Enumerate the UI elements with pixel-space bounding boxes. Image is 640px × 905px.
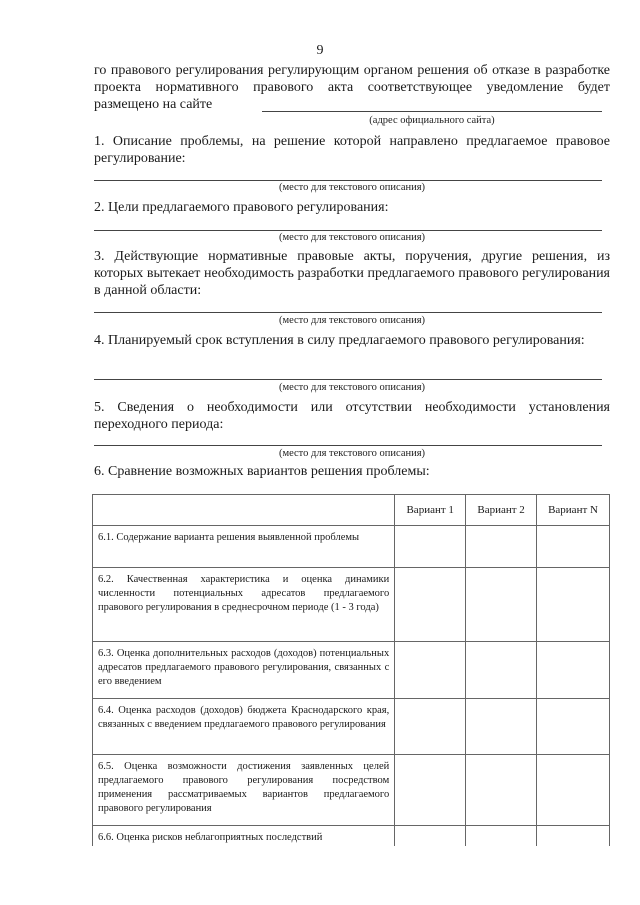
section-1-heading: 1. Описание проблемы, на решение которой направлено предлагаемое правовое регулирование: [94, 134, 610, 166]
header-variant-n: Вариант N [537, 495, 610, 526]
row-label: 6.6. Оценка рисков неблагоприятных последствий [93, 826, 395, 866]
variants-comparison-table [92, 494, 610, 866]
table-cell [466, 526, 537, 568]
section-4-heading: 4. Планируемый срок вступления в силу предлагаемого правового регулирования: [94, 333, 585, 348]
table-cell [537, 526, 610, 568]
table-cell [466, 568, 537, 642]
section-4-fill-line [94, 379, 602, 380]
header-variant-1: Вариант 1 [395, 495, 466, 526]
section-5-fill-line [94, 445, 602, 446]
page-bottom-margin [0, 846, 640, 905]
website-fill-line [262, 111, 602, 112]
row-label: 6.4. Оценка расходов (доходов) бюджета Краснодарского края, связанных с введением предлагаемого правового регулирования [93, 699, 395, 755]
table-row [93, 526, 610, 568]
page-number: 9 [316, 43, 324, 58]
section-2-heading: 2. Цели предлагаемого правового регулирования: [94, 200, 389, 215]
table-cell [537, 568, 610, 642]
section-5-heading: 5. Сведения о необходимости или отсутствии необходимости установления переходного периода: [94, 400, 610, 432]
header-empty-cell [93, 495, 395, 526]
row-label: 6.2. Качественная характеристика и оценка динамики численности потенциальных адресатов предлагаемого правового регулирования в среднесрочном периоде (1 - 3 года) [93, 568, 395, 642]
table-row [93, 568, 610, 642]
table-row [93, 699, 610, 755]
table-cell [395, 568, 466, 642]
table-cell [395, 755, 466, 826]
table-cell [537, 699, 610, 755]
table-cell [537, 755, 610, 826]
row-label: 6.3. Оценка дополнительных расходов (доходов) потенциальных адресатов предлагаемого правового регулирования, связанных с его введением [93, 642, 395, 699]
intro-paragraph [94, 62, 610, 114]
intro-text: го правового регулирования регулирующим органом решения об отказе в разработке проекта нормативного правового акта соответствующее уведомление будет размещено на сайте [94, 63, 610, 112]
section-2-caption: (место для текстового описания) [278, 232, 426, 243]
section-3-heading: 3. Действующие нормативные правовые акты, поручения, другие решения, из которых вытекает необходимость разработки предлагаемого правового регулирования в данной области: [94, 249, 610, 298]
section-4-caption: (место для текстового описания) [278, 382, 426, 393]
section-6-heading: 6. Сравнение возможных вариантов решения проблемы: [94, 464, 430, 479]
table-row [93, 642, 610, 699]
section-3-fill-line [94, 312, 602, 313]
table-cell [395, 642, 466, 699]
section-5-caption: (место для текстового описания) [278, 448, 426, 459]
row-label: 6.1. Содержание варианта решения выявленной проблемы [93, 526, 395, 568]
table-cell [466, 642, 537, 699]
header-variant-2: Вариант 2 [466, 495, 537, 526]
table-cell [395, 526, 466, 568]
section-3-caption: (место для текстового описания) [278, 315, 426, 326]
table-cell [466, 699, 537, 755]
section-1-caption: (место для текстового описания) [278, 182, 426, 193]
table-cell [537, 642, 610, 699]
section-1-fill-line [94, 180, 602, 181]
table-cell [466, 755, 537, 826]
section-2-fill-line [94, 230, 602, 231]
intro-caption: (адрес официального сайта) [369, 115, 495, 126]
table-row [93, 755, 610, 826]
table-header-row [93, 495, 610, 526]
row-label: 6.5. Оценка возможности достижения заявленных целей предлагаемого правового регулирования посредством применения рассматриваемых вариантов предлагаемого правового регулирования [93, 755, 395, 826]
table-cell [395, 699, 466, 755]
